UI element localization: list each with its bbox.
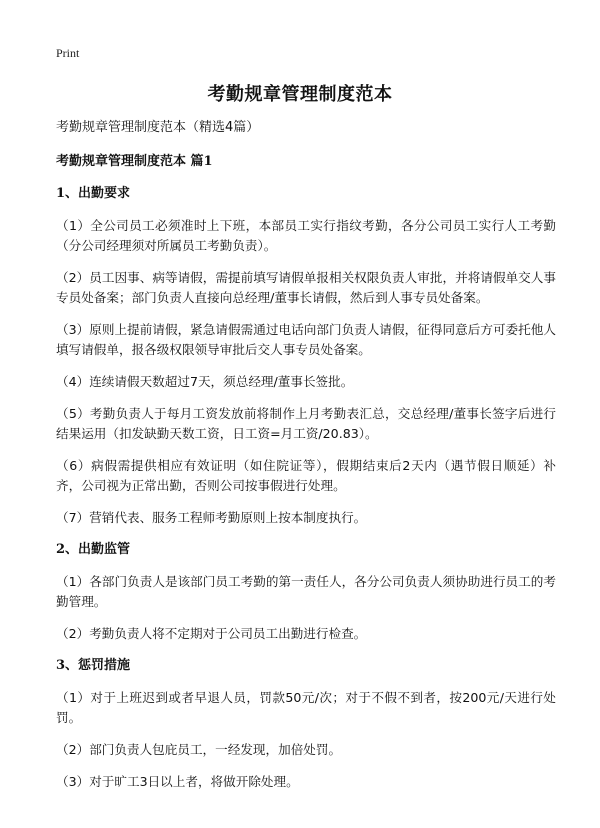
paragraph: （2）考勤负责人将不定期对于公司员工出勤进行检查。 bbox=[56, 626, 367, 641]
paragraph: （1）全公司员工必须准时上下班，本部员工实行指纹考勤，各分公司员工实行人工考勤（分公司经理须对所属员工考勤负责）。 bbox=[56, 218, 556, 253]
section-heading-penalties: 3、惩罚措施 bbox=[56, 658, 131, 673]
document-subtitle: 考勤规章管理制度范本（精选4篇） bbox=[56, 120, 260, 135]
paragraph: （2）部门负责人包庇员工，一经发现，加倍处罚。 bbox=[56, 742, 342, 757]
paragraph: （3）对于旷工3日以上者，将做开除处理。 bbox=[56, 774, 299, 789]
paragraph: （6）病假需提供相应有效证明（如住院证等），假期结束后2天内（遇节假日顺延）补齐，公司视为正常出勤，否则公司按事假进行处理。 bbox=[56, 458, 556, 493]
paragraph: （4）连续请假天数超过7天，须总经理/董事长签批。 bbox=[56, 374, 354, 389]
section-heading-attendance-supervision: 2、出勤监管 bbox=[56, 542, 131, 557]
paragraph: （1）对于上班迟到或者早退人员，罚款50元/次；对于不假不到者，按200元/天进行处罚。 bbox=[56, 690, 556, 725]
paragraph: （7）营销代表、服务工程师考勤原则上按本制度执行。 bbox=[56, 510, 367, 525]
paragraph: （3）原则上提前请假，紧急请假需通过电话向部门负责人请假，征得同意后方可委托他人填写请假单，报各级权限领导审批后交人事专员处备案。 bbox=[56, 322, 556, 357]
print-label: Print bbox=[56, 46, 80, 60]
article-heading: 考勤规章管理制度范本 篇1 bbox=[56, 154, 213, 169]
paragraph: （1）各部门负责人是该部门员工考勤的第一责任人，各分公司负责人须协助进行员工的考勤管理。 bbox=[56, 574, 556, 609]
paragraph: （5）考勤负责人于每月工资发放前将制作上月考勤表汇总，交总经理/董事长签字后进行结果运用（扣发缺勤天数工资，日工资=月工资/20.83）。 bbox=[56, 406, 556, 441]
paragraph: （2）员工因事、病等请假，需提前填写请假单报相关权限负责人审批，并将请假单交人事专员处备案；部门负责人直接向总经理/董事长请假，然后到人事专员处备案。 bbox=[56, 270, 556, 305]
section-heading-attendance-requirements: 1、出勤要求 bbox=[56, 186, 131, 201]
document-title: 考勤规章管理制度范本 bbox=[207, 84, 393, 105]
document-content bbox=[56, 118, 556, 804]
